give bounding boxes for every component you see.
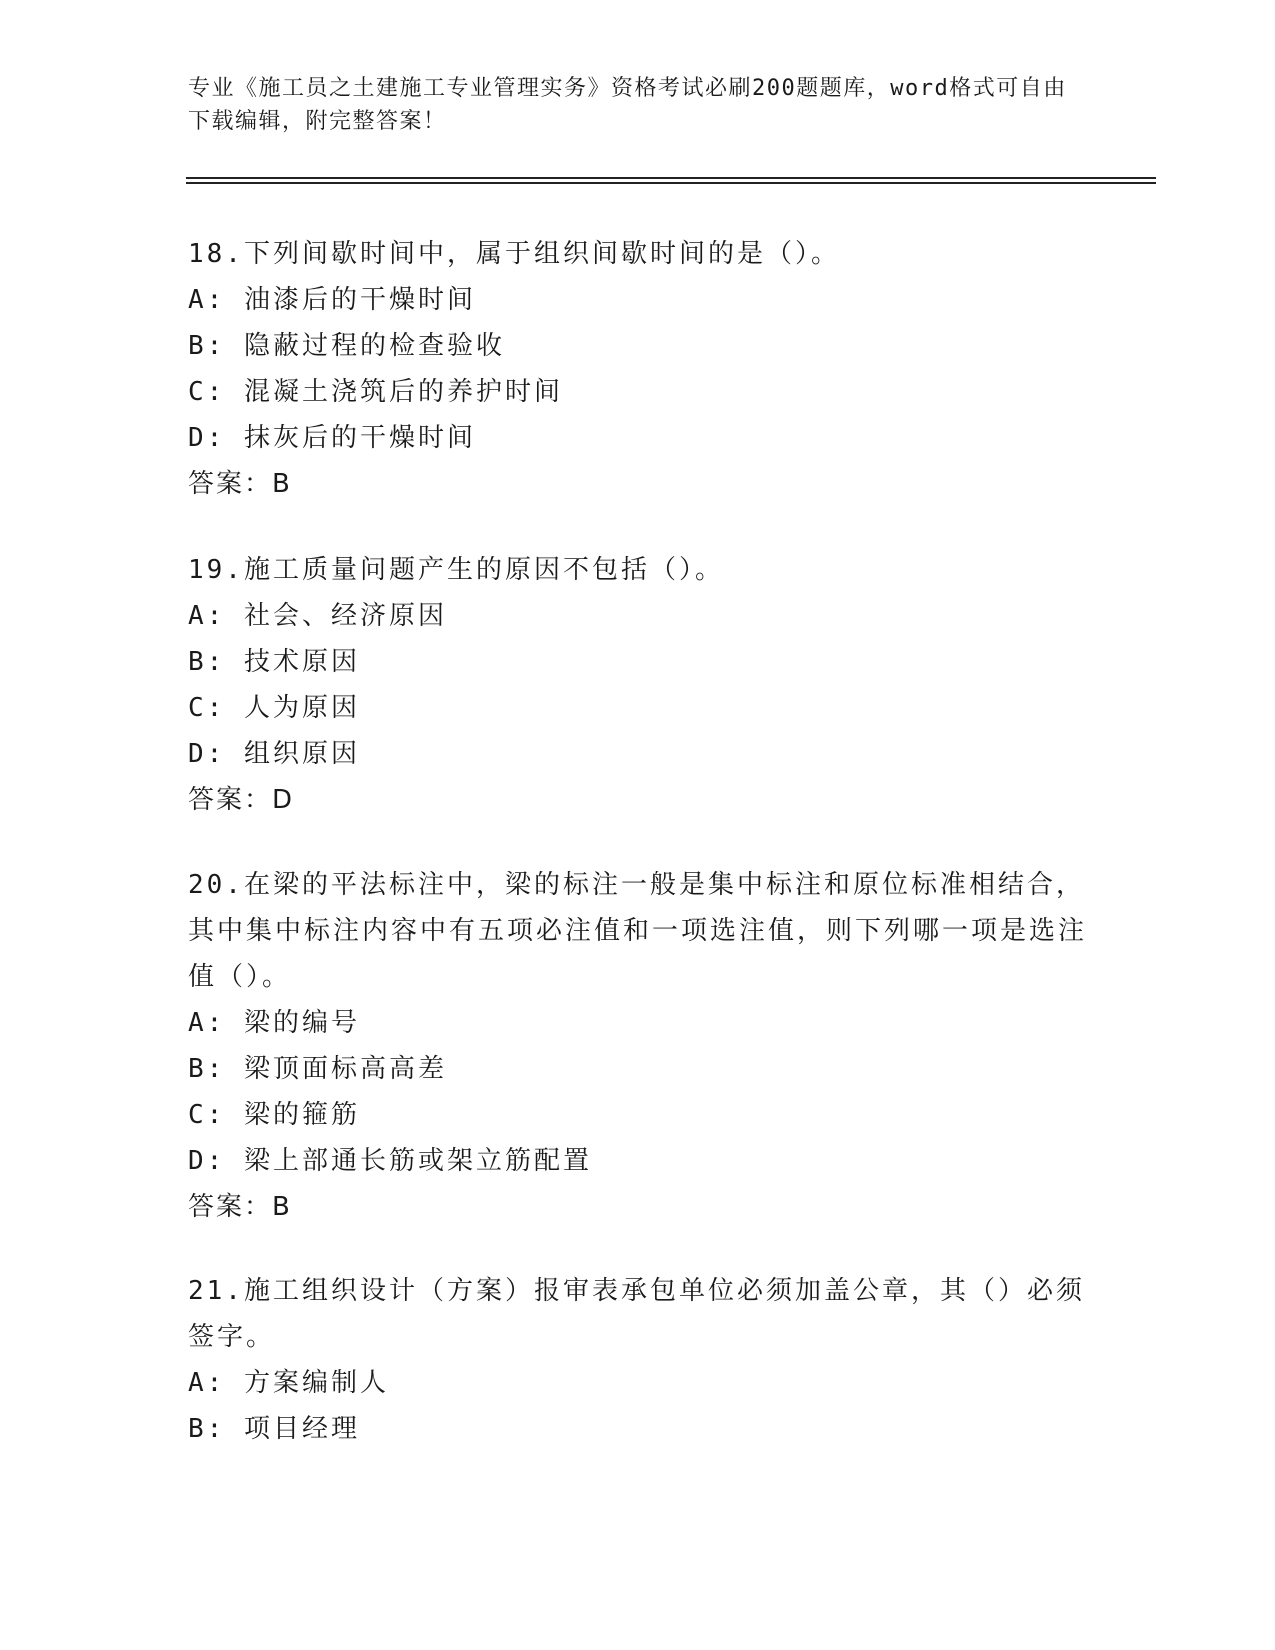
question-stem: 21.施工组织设计（方案）报审表承包单位必须加盖公章，其（）必须签字。 [188,1276,1085,1352]
option-c: C: 混凝土浇筑后的养护时间 [188,377,563,407]
option-d: D: 梁上部通长筋或架立筋配置 [188,1146,592,1176]
option-b: B: 梁顶面标高高差 [188,1054,447,1084]
option-a: A: 方案编制人 [188,1368,389,1398]
option-a: A: 油漆后的干燥时间 [188,285,476,315]
option-a: A: 梁的编号 [188,1008,360,1038]
option-c: C: 梁的箍筋 [188,1100,360,1130]
header-divider-bottom [186,182,1156,184]
question-21 [188,1268,1088,1452]
option-b: B: 隐蔽过程的检查验收 [188,331,505,361]
question-stem: 20.在梁的平法标注中，梁的标注一般是集中标注和原位标准相结合，其中集中标注内容中有五项必注值和一项选注值，则下列哪一项是选注值（）。 [188,870,1088,992]
question-19 [188,547,1088,823]
option-d: D: 组织原因 [188,739,360,769]
question-20 [188,862,1088,1230]
option-b: B: 技术原因 [188,647,360,677]
answer: 答案：B [188,469,292,499]
option-c: C: 人为原因 [188,693,360,723]
option-b: B: 项目经理 [188,1414,360,1444]
answer: 答案：B [188,1192,292,1222]
document-header: 专业《施工员之土建施工专业管理实务》资格考试必刷200题题库，word格式可自由下载编辑，附完整答案！ [188,76,1067,134]
answer: 答案：D [188,785,295,815]
question-stem: 18.下列间歇时间中，属于组织间歇时间的是（）。 [188,239,840,269]
header-divider-top [186,177,1156,179]
question-stem: 19.施工质量问题产生的原因不包括（）。 [188,555,724,585]
question-18 [188,231,1088,507]
option-d: D: 抹灰后的干燥时间 [188,423,476,453]
option-a: A: 社会、经济原因 [188,601,447,631]
